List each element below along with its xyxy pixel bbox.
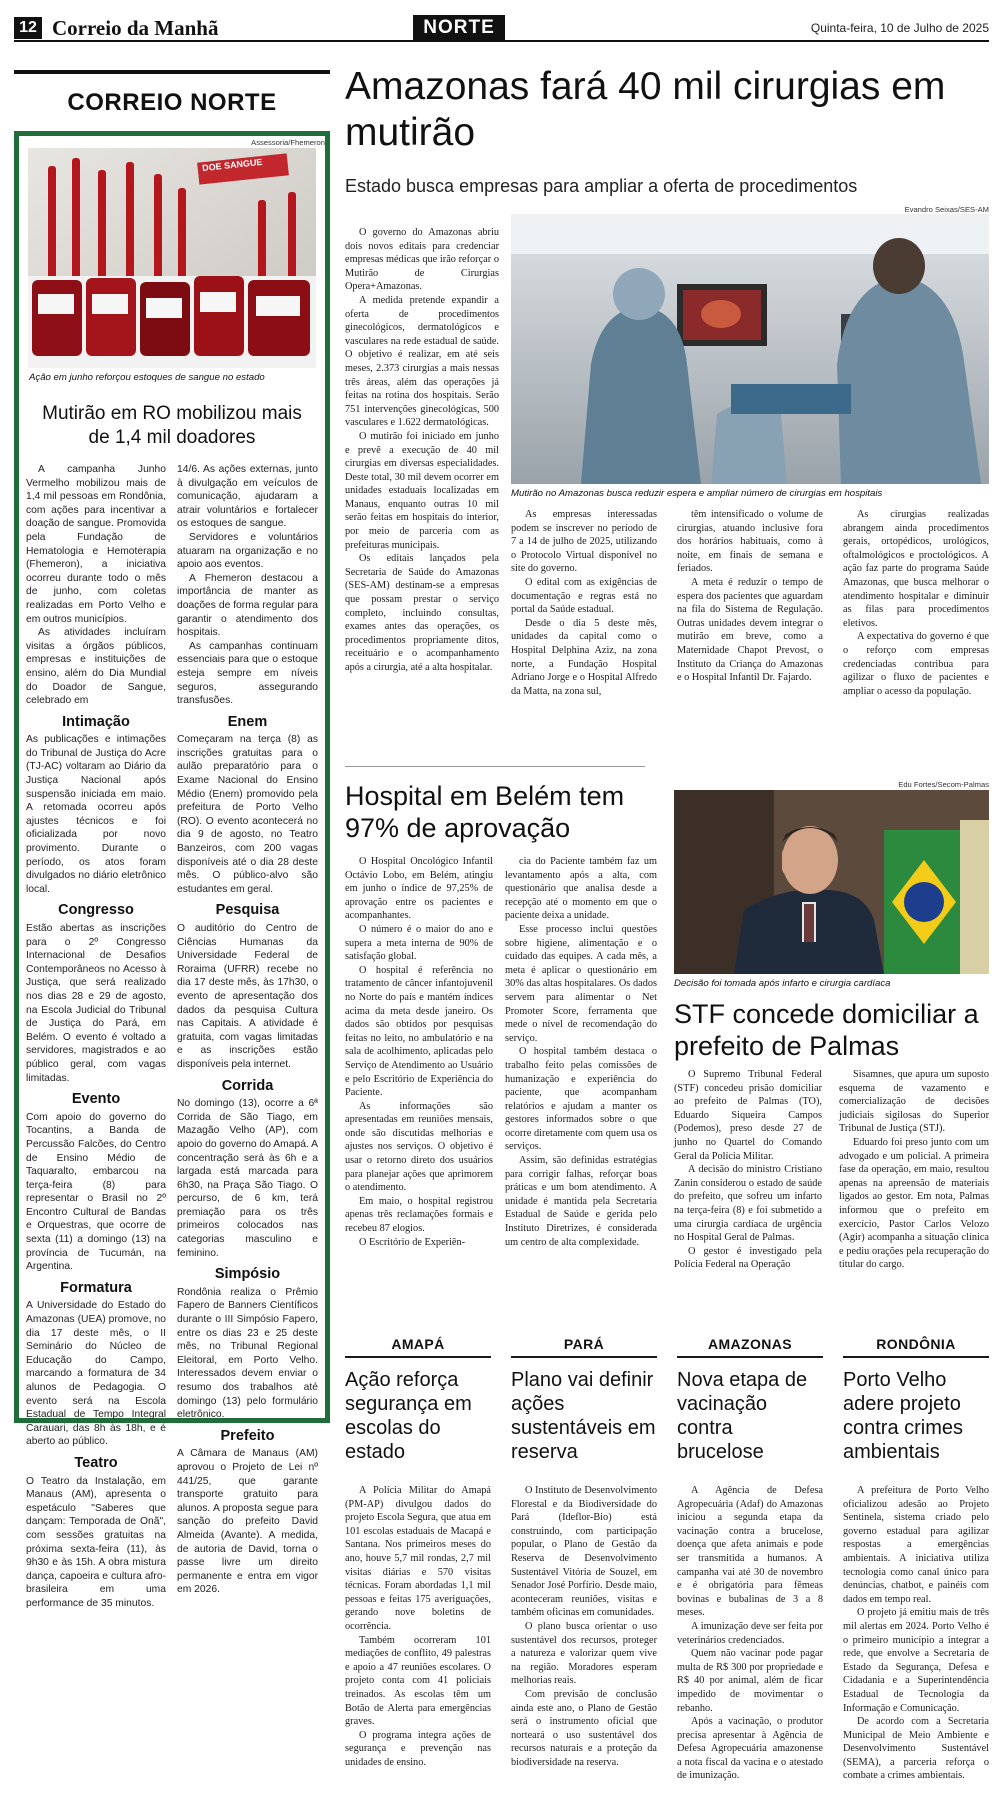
stf-headline: STF concede domiciliar a prefeito de Palmas xyxy=(674,999,979,1061)
sidebar-subhead: Corrida xyxy=(221,1077,274,1094)
body-paragraph: De acordo com a Secretaria Municipal de Meio Ambiente e Desenvolvimento Sustentável (SEMA), a parceria reforça o combate a crimes ambientais. xyxy=(843,1716,989,1782)
lead-column-1 xyxy=(345,226,499,675)
body-paragraph: O governo do Amazonas abriu dois novos editais para credenciar empresas médicas que irão reforçar o Mutirão de Cirurgias Opera+Amazonas. xyxy=(345,227,499,293)
body-paragraph: O número é o maior do ano e supera a meta interna de 90% de satisfação global. xyxy=(345,923,493,963)
sidebar-paragraph: O auditório do Centro de Ciências Humanas da Universidade Federal de Roraima (UFRR) recebe no dia 17 deste mês, às 17h30, o evento de apresentação dos dados da pesquisa Cultura nas Capitais. A atividade é gratuita, com vagas limitadas e as inscrições estão disponíveis pela internet. xyxy=(177,923,318,1070)
region-tag: AMAZONAS xyxy=(677,1336,823,1358)
sidebar-paragraph: No domingo (13), ocorre a 6ª Corrida de São Tiago, em Mazagão Velho (AP), com apoio do governo do Amapá. A concentração será às 6h e a largada está marcada para 6h30, na Praça São Tiago. O percurso, de 6 km, terá premiação para os três primeiros colocados nas categorias masculino e feminino. xyxy=(177,1098,318,1259)
body-paragraph: Assim, são definidas estratégias para corrigir falhas, reforçar boas práticas e um bom atendimento. A unidade é mantida pela Secretaria Estadual de Saúde e gerida pelo Instituto Diretrizes, é considerada um centro de alta complexidade. xyxy=(505,1155,657,1248)
sidebar-headline: Mutirão em RO mobilizou mais de 1,4 mil doadores xyxy=(42,403,302,448)
blood-donation-photo xyxy=(28,148,316,368)
sidebar-subhead: Enem xyxy=(227,713,268,730)
body-paragraph: As cirurgias realizadas abrangem ainda procedimentos gerais, ortopédicos, urológicos, oftalmológicos e proctológicos. A ação faz parte do programa Saúde Amazonas, que busca melhorar o atendimento hospitalar e diminuir as filas para procedimentos eletivos. xyxy=(843,509,989,629)
body-paragraph: Eduardo foi preso junto com um advogado e um policial. A primeira fase da operação, em maio, resultou apenas na apreensão de materiais ligados ao gestor. Em nota, Palmas informou que o prefeito em exercício, Pastor Carlos Velozo (Agir) acompanha a situação clínica e pediu orações pela recuperação do titular do cargo. xyxy=(839,1136,989,1271)
photo-credit: Assessoria/Fhemeron xyxy=(251,138,325,147)
sidebar-subhead: Intimação xyxy=(62,713,130,730)
body-paragraph: Também ocorreram 101 mediações de conflito, 49 palestras e apoio a 47 reuniões escolares. O projeto conta com 41 policiais treinados. As escolas têm um Botão de Alerta para emergências graves. xyxy=(345,1634,491,1728)
body-paragraph: O gestor é investigado pela Polícia Federal na Operação xyxy=(674,1245,822,1271)
body-paragraph: Esse processo inclui questões sobre higiene, alimentação e o cuidado das equipes. A cada mês, a meta é aplicar o questionário em 30% das altas hospitalares. Os dados servem para alimentar o Net Promoter Score, ferramenta que mede o nível de recomendação do serviço. xyxy=(505,923,657,1044)
regional-block xyxy=(511,1336,657,1769)
sidebar-paragraph: A campanha Junho Vermelho mobilizou mais de 1,4 mil pessoas em Rondônia, com ações para incentivar a doação de sangue. Promovida pela Fundação de Hematologia e Hemoterapia (Fhemeron), a iniciativa ocorreu durante todo o mês de junho, com coletas realizadas em Porto Velho e em outros municípios. xyxy=(26,464,166,625)
section-label: NORTE xyxy=(413,15,505,41)
sidebar-subhead: Pesquisa xyxy=(215,902,280,919)
mayor-photo xyxy=(674,790,989,974)
belem-column-2 xyxy=(505,855,657,1249)
photo-caption: Ação em junho reforçou estoques de sangue no estado xyxy=(29,372,265,383)
region-tag: PARÁ xyxy=(511,1336,657,1358)
body-paragraph: O edital com as exigências de documentação e regras está no portal da Saúde estadual. xyxy=(511,576,657,616)
issue-date: Quinta-feira, 10 de Julho de 2025 xyxy=(810,21,989,35)
body-paragraph: O Hospital Oncológico Infantil Octávio Lobo, em Belém, atingiu em junho o índice de 97,25% de aprovação entre os pacientes e acompanhantes. xyxy=(345,856,493,922)
body-paragraph: O plano busca orientar o uso sustentável dos recursos, proteger a natureza e valorizar quem vive na região. Moradores esperam melhorias reais. xyxy=(511,1620,657,1687)
region-body xyxy=(511,1484,657,1769)
sidebar-paragraph: Com apoio do governo do Tocantins, a Banda de Percussão Falcões, do Centro de Ensino Médio de Taquaralto, embarcou na terça-feira (8) para representar o Brasil no 2º Encontro Cultural de Bandas e Orquestras, que ocorre de sexta (11) a domingo (13) na província de Tucumán, na Argentina. xyxy=(26,1111,166,1273)
region-headline: Ação reforça segurança em escolas do estado xyxy=(345,1369,472,1463)
body-paragraph: A imunização deve ser feita por veterinários credenciados. xyxy=(677,1620,823,1646)
regional-strip xyxy=(345,1336,989,1786)
region-headline: Porto Velho adere projeto contra crimes ambientais xyxy=(843,1369,964,1463)
sidebar-paragraph: A Universidade do Estado do Amazonas (UEA) promove, no dia 17 deste mês, o II Seminário do Núcleo de Educação do Campo, marcando a formatura de 34 alunos de Pedagogia. O evento será na Escola Estadual de Tempo Integral Carauari, das 8h às 18h, e é aberto ao público. xyxy=(26,1300,166,1448)
sidebar-paragraph: A Fhemeron destacou a importância de manter as doações de forma regular para garantir o atendimento dos hospitais. xyxy=(177,572,318,639)
sidebar-paragraph: Estão abertas as inscrições para o 2º Congresso Internacional de Desafios Contemporâneos no Acesso à Justiça, que será realizado nos dias 28 e 29 de agosto, na Escola Judicial do Tribunal de Justiça do Pará, em Belém. O evento é voltado a servidores, magistrados e ao público geral, com vagas limitadas. xyxy=(26,923,166,1084)
stf-photo-caption: Decisão foi tomada após infarto e cirurgia cardíaca xyxy=(674,978,891,989)
sidebar-column-1 xyxy=(26,463,166,1611)
sidebar-subhead: Evento xyxy=(71,1091,121,1108)
stf-column-1 xyxy=(674,1068,822,1272)
body-paragraph: O hospital também destaca o trabalho feito pelas comissões de humanização e experiência do paciente, que acompanham relatórios e ajudam a manter os gestores informados sobre o que ocorre diretamente com quem usa os serviços. xyxy=(505,1046,657,1153)
body-paragraph: O projeto já emitiu mais de três mil alertas em 2024. Porto Velho é o primeiro município a integrar a rede, que envolve a Secretaria de Estado da Segurança, Defesa e Cidadania e a Superintendência Estadual de Tecnologia da Informação e Comunicação. xyxy=(843,1607,989,1714)
page-header xyxy=(0,0,1003,40)
sidebar-paragraph: As atividades incluíram visitas a órgãos públicos, empresas e instituições de ensino, além do Dia Mundial do Doador de Sangue, celebrado em xyxy=(26,627,166,707)
sidebar-subhead: Prefeito xyxy=(220,1427,275,1444)
lead-subhead: Estado busca empresas para ampliar a oferta de procedimentos xyxy=(345,176,858,196)
sidebar-subhead: Simpósio xyxy=(214,1266,281,1283)
region-headline: Plano vai definir ações sustentáveis em reserva xyxy=(511,1369,656,1463)
surgery-photo xyxy=(511,214,989,484)
body-paragraph: Os editais lançados pela Secretaria de Saúde do Amazonas (SES-AM) destinam-se a empresas que possam prestar o serviço completo, incluindo consultas, exames antes das operações, os procedimentos propriamente ditos, receituário e o acompanhamento após a cirurgia, até a alta hospitalar. xyxy=(345,553,499,673)
sidebar-paragraph: 14/6. As ações externas, junto à divulgação em veículos de comunicação, ajudaram a atrair voluntários e fortalecer os estoques de sangue. xyxy=(177,464,318,530)
body-paragraph: têm intensificado o volume de cirurgias, atuando inclusive fora dos horários habituais, como à noite, em finais de semana e feriados. xyxy=(677,509,823,575)
sidebar-paragraph: As campanhas continuam essenciais para que o estoque esteja sempre em níveis seguros, assegurando transfusões. xyxy=(177,640,318,707)
body-paragraph: cia do Paciente também faz um levantamento após a alta, com questionário que analisa desde a recepção até o momento em que o paciente deixa a unidade. xyxy=(505,856,657,922)
regional-block xyxy=(677,1336,823,1783)
body-paragraph: A decisão do ministro Cristiano Zanin considerou o estado de saúde do prefeito, que sofreu um infarto na terça-feira (8) e foi submetido a uma cirurgia cardíaca de urgência no Hospital Geral de Palmas. xyxy=(674,1164,822,1244)
brand-name: Correio da Manhã xyxy=(52,16,219,40)
lead-column-3 xyxy=(677,508,823,685)
body-paragraph: Após a vacinação, o produtor precisa apresentar à Agência de Defesa Agropecuária amazonense a nota fiscal da vacina e o atestado de imunização. xyxy=(677,1716,823,1782)
header-rule xyxy=(14,40,989,42)
regional-block xyxy=(345,1336,491,1769)
body-paragraph: O Escritório de Experiên- xyxy=(359,1236,466,1248)
sidebar-paragraph: Servidores e voluntários atuaram na organização e no apoio aos eventos. xyxy=(177,531,318,571)
lead-headline: Amazonas fará 40 mil cirurgias em mutirão xyxy=(345,65,946,154)
sidebar-paragraph: O Teatro da Instalação, em Manaus (AM), apresenta o espetáculo "Saberes que dançam: Temporada de Onã", com sessões gratuitas na próxima sexta-feira (11), às 9h30 e às 15h. A obra mistura dança, capoeira e cultura afro-brasileira em uma performance de 35 minutos. xyxy=(26,1475,166,1609)
body-paragraph: O programa integra ações de segurança e prevenção nas unidades de ensino. xyxy=(345,1729,491,1768)
body-paragraph: A meta é reduzir o tempo de espera dos pacientes que aguardam na fila do Sistema de Regulação. Outras unidades devem integrar o mutirão em breve, como a Maternidade Chapot Prevost, o Instituto da Criança do Amazonas e o Hospital Infantil Dr. Fajardo. xyxy=(677,576,823,684)
stf-column-2 xyxy=(839,1068,989,1272)
belem-headline: Hospital em Belém tem 97% de aprovação xyxy=(345,781,625,843)
lead-column-2 xyxy=(511,508,657,698)
sidebar-paragraph: A Câmara de Manaus (AM) aprovou o Projeto de Lei nº 441/25, que garante transporte gratuito para alunos. A proposta segue para sanção do prefeito David Almeida (Avante). A medida, de autoria de David, torna o passe livre um direito permanente e entra em vigor em 2026. xyxy=(177,1448,318,1596)
stf-article xyxy=(674,780,989,1325)
sidebar-paragraph: As publicações e intimações do Tribunal de Justiça do Acre (TJ-AC) voltaram ao Diário da Justiça Nacional após suspensão iniciada em maio. A retomada ocorreu após ajustes técnicos e foi oficializada por novo provimento. Durante o período, os atos foram divulgados no diário eletrônico local. xyxy=(26,734,166,895)
lead-column-4 xyxy=(843,508,989,698)
regional-block xyxy=(843,1336,989,1783)
belem-article xyxy=(345,772,657,1332)
body-paragraph: Em maio, o hospital registrou apenas três reclamações formais e recebeu 87 elogios. xyxy=(345,1195,493,1235)
page-number: 12 xyxy=(14,17,42,39)
lead-photo-caption: Mutirão no Amazonas busca reduzir espera e ampliar número de cirurgias em hospitais xyxy=(511,488,883,499)
body-paragraph: O hospital é referência no tratamento de câncer infantojuvenil no Norte do país e mantém índices acima da meta desde janeiro. Os dados são obtidos por pesquisas feitas no leito, no ambulatório e na sala de acolhimento, aplicadas pelo Serviço de Atendimento ao Usuário e pelo Escritório de Experiência do Paciente. xyxy=(345,964,493,1099)
sidebar-subhead: Formatura xyxy=(60,1279,132,1296)
belem-column-1 xyxy=(345,855,493,1249)
sidebar-top-rule xyxy=(14,70,330,74)
sidebar-column-2 xyxy=(177,463,318,1597)
sidebar-paragraph: Rondônia realiza o Prêmio Fapero de Banners Científicos durante o III Simpósio Fapero, entre os dias 23 e 25 deste mês, no Tribunal Regional Eleitoral, em Porto Velho. Interessados devem enviar o resumo dos trabalhos até domingo (13) pelo formulário eletrônico. xyxy=(177,1286,318,1421)
lead-article xyxy=(345,64,989,754)
body-paragraph: A Polícia Militar do Amapá (PM-AP) divulgou dados do projeto Escola Segura, que atua em 101 escolas estaduais de Macapá e Santana. Nos primeiros meses do ano, houve 5,7 mil rondas, 2,7 mil visitas diárias e 570 visitas técnicas. Foram abordadas 1,1 mil pessoas e feitas 175 averiguações, gerando nove boletins de ocorrência. xyxy=(345,1485,491,1632)
region-body xyxy=(677,1484,823,1783)
body-paragraph: O mutirão foi iniciado em junho e prevê a execução de 40 mil cirurgias em diversas especialidades. Deste total, 30 mil devem ocorrer em unidades estaduais localizadas em Manaus, enquanto outras 10 mil serão feitas em hospitais do interior, por meio de parceria com as prefeituras municipais. xyxy=(345,430,499,551)
region-body xyxy=(843,1484,989,1783)
body-paragraph: A expectativa do governo é que o reforço com empresas credenciadas contribua para agilizar o fluxo de pacientes e ampliar o acesso da população. xyxy=(843,631,989,697)
region-headline: Nova etapa de vacinação contra brucelose xyxy=(677,1369,808,1463)
body-paragraph: Sisamnes, que apura um suposto esquema de vazamento e comercialização de decisões judiciais sigilosas do Superior Tribunal de Justiça (STJ). xyxy=(839,1069,989,1135)
body-paragraph: As informações são apresentadas em reuniões mensais, onde são discutidas melhorias e ajustes nos serviços. O objetivo é usar o retorno direto dos usuários para planejar ações que aprimorem o atendimento. xyxy=(345,1100,493,1194)
sidebar-subhead: Congresso xyxy=(58,902,134,919)
body-paragraph: A prefeitura de Porto Velho oficializou adesão ao Projeto Sentinela, sistema criado pelo governo estadual para agilizar respostas a emergências ambientais. A iniciativa utiliza tecnologia como canal único para denúncias, chatbot, e painéis com dados em tempo real. xyxy=(843,1485,989,1605)
sidebar xyxy=(14,70,330,1609)
section-rule-1 xyxy=(345,766,645,767)
body-paragraph: O Instituto de Desenvolvimento Florestal e da Biodiversidade do Pará (Ideflor-Bio) está construindo, com participação popular, o Plano de Gestão da Reserva de Desenvolvimento Sustentável Vitória de Souzel, em Senador José Porfírio. Desde maio, aconteceram reuniões, visitas e também oficinas em comunidades. xyxy=(511,1485,657,1619)
body-paragraph: A medida pretende expandir a oferta de procedimentos ginecológicos, dermatológicos e vasculares na rede estadual de saúde. O objetivo é realizar, em até seis meses, 2.373 cirurgias a mais nessas três áreas, além das operações já feitas na rotina dos hospitais. Serão 751 intervenções ginecológicas, 500 vasculares e 1.622 dermatológicas. xyxy=(345,294,499,429)
region-body xyxy=(345,1484,491,1769)
body-paragraph: A Agência de Defesa Agropecuária (Adaf) do Amazonas iniciou a segunda etapa da vacinação contra a brucelose, doença que afeta animais e pode ser transmitida a humanos. A campanha vai até 30 de novembro e é obrigatória para fêmeas bovinas e bubalinas de 3 a 8 meses. xyxy=(677,1485,823,1619)
photo-sign-text: DOE SANGUE xyxy=(201,156,263,174)
region-tag: AMAPÁ xyxy=(345,1336,491,1358)
region-tag: RONDÔNIA xyxy=(843,1336,989,1358)
sidebar-paragraph: Começaram na terça (8) as inscrições gratuitas para o aulão preparatório para o Exame Nacional do Ensino Médio (Enem) promovido pela prefeitura de Porto Velho (RO). O evento acontecerá no dia 9 de agosto, no Teatro Banzeiros, com 200 vagas disponíveis até o dia 28 deste mês. O público-alvo são estudantes em geral. xyxy=(177,734,318,895)
sidebar-subhead: Teatro xyxy=(74,1454,118,1471)
body-paragraph: Desde o dia 5 deste mês, unidades da capital como o Hospital Delphina Aziz, na zona norte, a Fundação Hospital Adriano Jorge e o Hospital Alfredo da Matta, na zona sul, xyxy=(511,617,657,697)
stf-photo-credit: Edu Fortes/Secom-Palmas xyxy=(898,780,989,789)
body-paragraph: Com previsão de conclusão ainda este ano, o Plano de Gestão será o instrumento oficial que norteará o uso sustentável dos recursos naturais e a proteção da biodiversidade na reserva. xyxy=(511,1688,657,1768)
body-paragraph: O Supremo Tribunal Federal (STF) concedeu prisão domiciliar ao prefeito de Palmas (TO), Eduardo Siqueira Campos (Podemos), preso desde 27 de junho no Quartel do Comando Geral da Polícia Militar. xyxy=(674,1069,822,1162)
sidebar-banner: CORREIO NORTE xyxy=(67,89,277,116)
body-paragraph: Quem não vacinar pode pagar multa de R$ 300 por propriedade e R$ 40 por animal, além de ficar impedido de movimentar o rebanho. xyxy=(677,1648,823,1714)
lead-photo-credit: Evandro Seixas/SES-AM xyxy=(904,205,989,214)
body-paragraph: As empresas interessadas podem se inscrever no período de 7 a 14 de julho de 2025, utilizando o Protocolo Virtual disponível no site do governo. xyxy=(511,509,657,575)
